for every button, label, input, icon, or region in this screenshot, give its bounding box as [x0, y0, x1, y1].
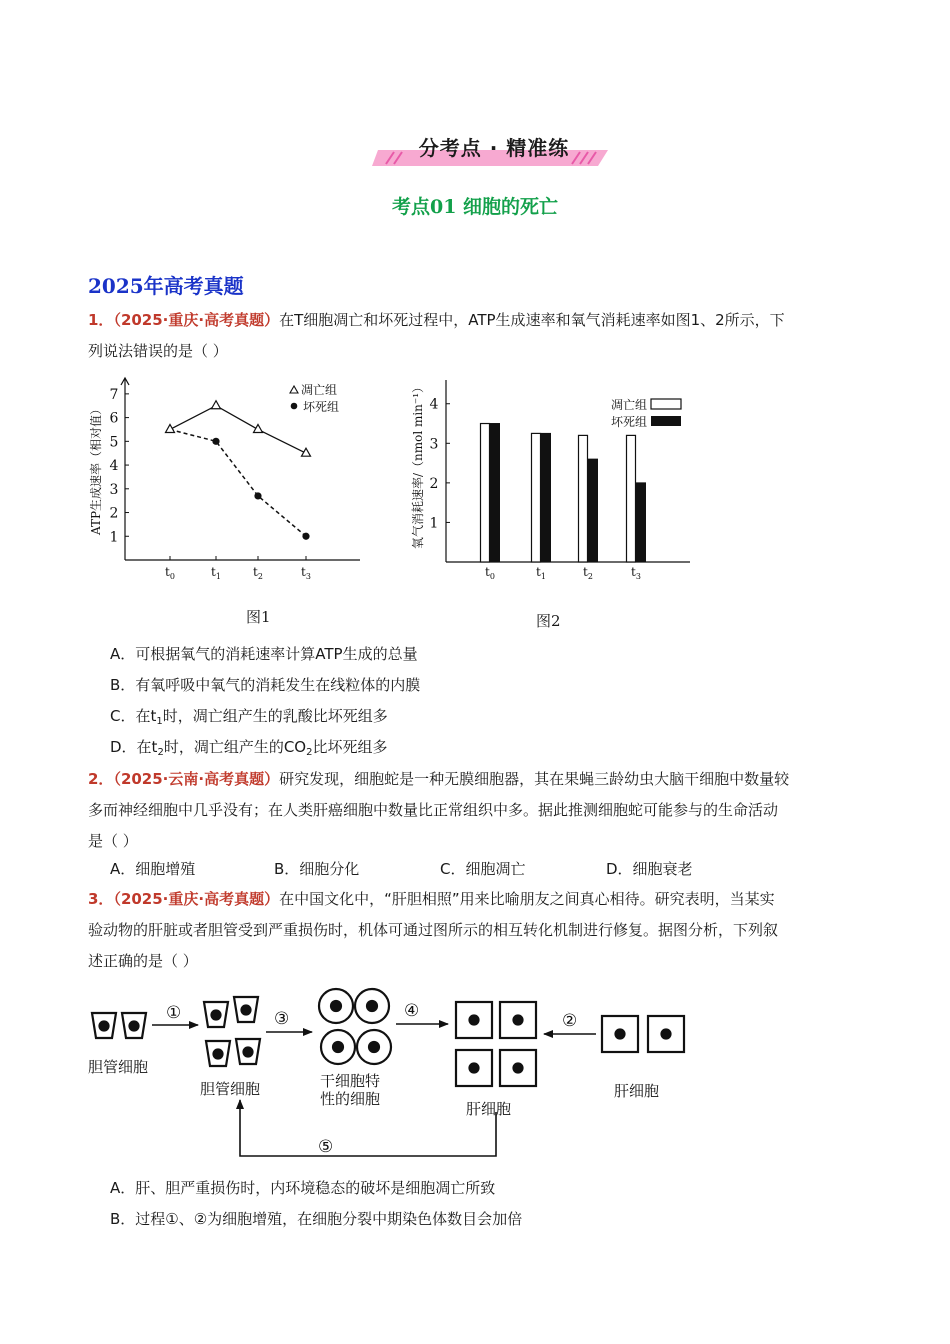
bile-duct-cell-icon: [204, 1002, 228, 1027]
bar-apoptosis: [579, 435, 588, 562]
y-tick-label: 4: [429, 396, 439, 413]
x-tick-label: $t_3$: [631, 565, 641, 581]
figure-1-chart: [88, 372, 378, 582]
step-1-label: ①: [166, 1003, 182, 1023]
apoptosis-point: [212, 401, 221, 409]
q2-option-a[interactable]: A．细胞增殖: [110, 860, 196, 878]
legend-necrosis-label: 坏死组: [303, 400, 340, 414]
y-tick-label: 4: [109, 458, 119, 475]
necrosis-point: [254, 492, 261, 499]
banner-title: 分考点 · 精准练: [418, 136, 570, 160]
label-liver-cells-2: 肝细胞: [614, 1082, 660, 1100]
y-axis-label: ATP生成速率（相对值）: [89, 402, 103, 536]
series-necrosis-line: [170, 429, 306, 536]
q2-option-d[interactable]: D．细胞衰老: [606, 860, 693, 878]
legend-apoptosis-marker: [290, 386, 298, 393]
question-number: 1．: [88, 311, 114, 329]
q1-option-b[interactable]: B．有氧呼吸中氧气的消耗发生在线粒体的内膜: [110, 676, 421, 694]
bar-necrosis: [637, 483, 646, 562]
q3-option-b[interactable]: B．过程①、②为细胞增殖，在细胞分裂中期染色体数目会加倍: [110, 1210, 523, 1228]
x-tick-label: $t_1$: [536, 565, 546, 581]
y-tick-label: 7: [109, 386, 119, 403]
question-text: 是（ ）: [88, 832, 138, 850]
question-text: 列说法错误的是（ ）: [88, 342, 228, 360]
q2-options: [110, 858, 693, 879]
question-text: 在T细胞凋亡和坏死过程中，ATP生成速率和氧气消耗速率如图1、2所示，下: [279, 311, 785, 329]
x-tick-label: $t_3$: [301, 565, 311, 581]
label-stem-like-cells-1: 干细胞特: [320, 1072, 381, 1090]
section-title: 考点01 细胞的死亡: [391, 196, 559, 218]
bar-necrosis: [589, 459, 598, 562]
x-tick-label: $t_0$: [485, 565, 495, 581]
bile-duct-cell-icon: [234, 997, 258, 1022]
stem-like-cell-icon: [357, 1030, 391, 1064]
figure-1-caption: 图1: [246, 608, 271, 626]
step-5-label: ⑤: [318, 1137, 334, 1157]
option-text: C．在t: [110, 707, 157, 725]
option-text: 时，凋亡组产生的CO: [163, 738, 307, 756]
bar-necrosis: [491, 424, 500, 562]
question-3: [88, 884, 863, 977]
question-text: 验动物的肝脏或者胆管受到严重损伤时，机体可通过图所示的相互转化机制进行修复。据图分析，下列叙: [88, 921, 779, 939]
bile-duct-cell-icon: [206, 1041, 230, 1066]
q2-option-c[interactable]: C．细胞凋亡: [440, 860, 526, 878]
liver-cell-icon: [500, 1050, 536, 1086]
legend-necrosis-marker: [291, 403, 298, 410]
y-tick-label: 2: [429, 475, 439, 492]
x-tick-label: $t_0$: [165, 565, 175, 581]
step-2-label: ②: [562, 1011, 578, 1031]
bar-necrosis: [542, 433, 551, 562]
q1-option-d[interactable]: [110, 735, 387, 765]
necrosis-point: [302, 533, 309, 540]
option-subscript: 2: [157, 747, 164, 758]
option-subscript: 1: [156, 716, 163, 727]
question-2: [88, 764, 863, 857]
q1-option-c[interactable]: [110, 704, 388, 734]
question-number: 2．: [88, 770, 114, 788]
legend-necrosis-label: 坏死组: [611, 415, 648, 429]
y-tick-label: 6: [109, 410, 119, 427]
label-bile-duct-cells: 胆管细胞: [88, 1058, 149, 1076]
stem-like-cell-icon: [321, 1030, 355, 1064]
y-axis-label: 氧气消耗速率/（nmol min⁻¹）: [411, 380, 425, 550]
y-tick-label: 5: [109, 434, 119, 451]
question-number: 3．: [88, 890, 114, 908]
question-source: （2025·云南·高考真题）: [113, 770, 280, 788]
y-tick-label: 3: [109, 481, 119, 498]
y-tick-label: 1: [429, 515, 439, 532]
liver-cell-icon: [602, 1016, 638, 1052]
question-text: 在中国文化中，“肝胆相照”用来比喻朋友之间真心相待。研究表明，当某实: [279, 890, 775, 908]
liver-cell-icon: [648, 1016, 684, 1052]
bile-duct-cell-icon: [122, 1013, 146, 1038]
bile-duct-cell-icon: [236, 1039, 260, 1064]
question-text: 研究发现，细胞蛇是一种无膜细胞器，其在果蝇三龄幼虫大脑干细胞中数量较: [279, 770, 790, 788]
legend-apoptosis-swatch: [651, 399, 681, 409]
y-tick-label: 1: [109, 529, 119, 546]
q3-option-a[interactable]: A．肝、胆严重损伤时，内环境稳态的破坏是细胞凋亡所致: [110, 1179, 496, 1197]
x-tick-label: $t_1$: [211, 565, 221, 581]
step-3-label: ③: [274, 1009, 290, 1029]
q1-option-a[interactable]: A．可根据氧气的消耗速率计算ATP生成的总量: [110, 645, 418, 663]
cell-conversion-diagram: [88, 984, 708, 1164]
bar-apoptosis: [627, 435, 636, 562]
x-tick-label: $t_2$: [253, 565, 263, 581]
legend-apoptosis-label: 凋亡组: [301, 383, 338, 397]
legend-apoptosis-label: 凋亡组: [611, 398, 648, 412]
figure-2-chart: [408, 366, 708, 586]
option-text: D．在t: [110, 738, 158, 756]
bar-apoptosis: [532, 433, 541, 562]
liver-cell-icon: [456, 1002, 492, 1038]
question-1: [88, 305, 863, 367]
option-text: 时，凋亡组产生的乳酸比坏死组多: [162, 707, 388, 725]
y-tick-label: 3: [429, 436, 439, 453]
label-liver-cells: 肝细胞: [466, 1100, 512, 1118]
question-source: （2025·重庆·高考真题）: [113, 890, 280, 908]
apoptosis-point: [254, 424, 263, 432]
figure-2-caption: 图2: [536, 612, 561, 630]
q2-option-b[interactable]: B．细胞分化: [274, 860, 360, 878]
necrosis-point: [212, 438, 219, 445]
question-source: （2025·重庆·高考真题）: [113, 311, 280, 329]
series-apoptosis-line: [170, 406, 306, 453]
label-stem-like-cells-2: 性的细胞: [320, 1090, 381, 1108]
liver-cell-icon: [500, 1002, 536, 1038]
bile-duct-cell-icon: [92, 1013, 116, 1038]
x-tick-label: $t_2$: [583, 565, 593, 581]
question-text: 述正确的是（ ）: [88, 952, 198, 970]
liver-cell-icon: [456, 1050, 492, 1086]
question-text: 多而神经细胞中几乎没有；在人类肝癌细胞中数量比正常组织中多。据此推测细胞蛇可能参与的生命活动: [88, 801, 779, 819]
bar-apoptosis: [481, 424, 490, 562]
legend-necrosis-swatch: [651, 416, 681, 426]
stem-like-cell-icon: [319, 989, 353, 1023]
stem-like-cell-icon: [355, 989, 389, 1023]
option-text: 比坏死组多: [312, 738, 388, 756]
y-tick-label: 2: [109, 505, 119, 522]
step-4-label: ④: [404, 1001, 420, 1021]
year-heading: 2025年高考真题: [88, 274, 244, 298]
option-subscript: 2: [306, 747, 313, 758]
label-bile-duct-cells-2: 胆管细胞: [200, 1080, 261, 1098]
